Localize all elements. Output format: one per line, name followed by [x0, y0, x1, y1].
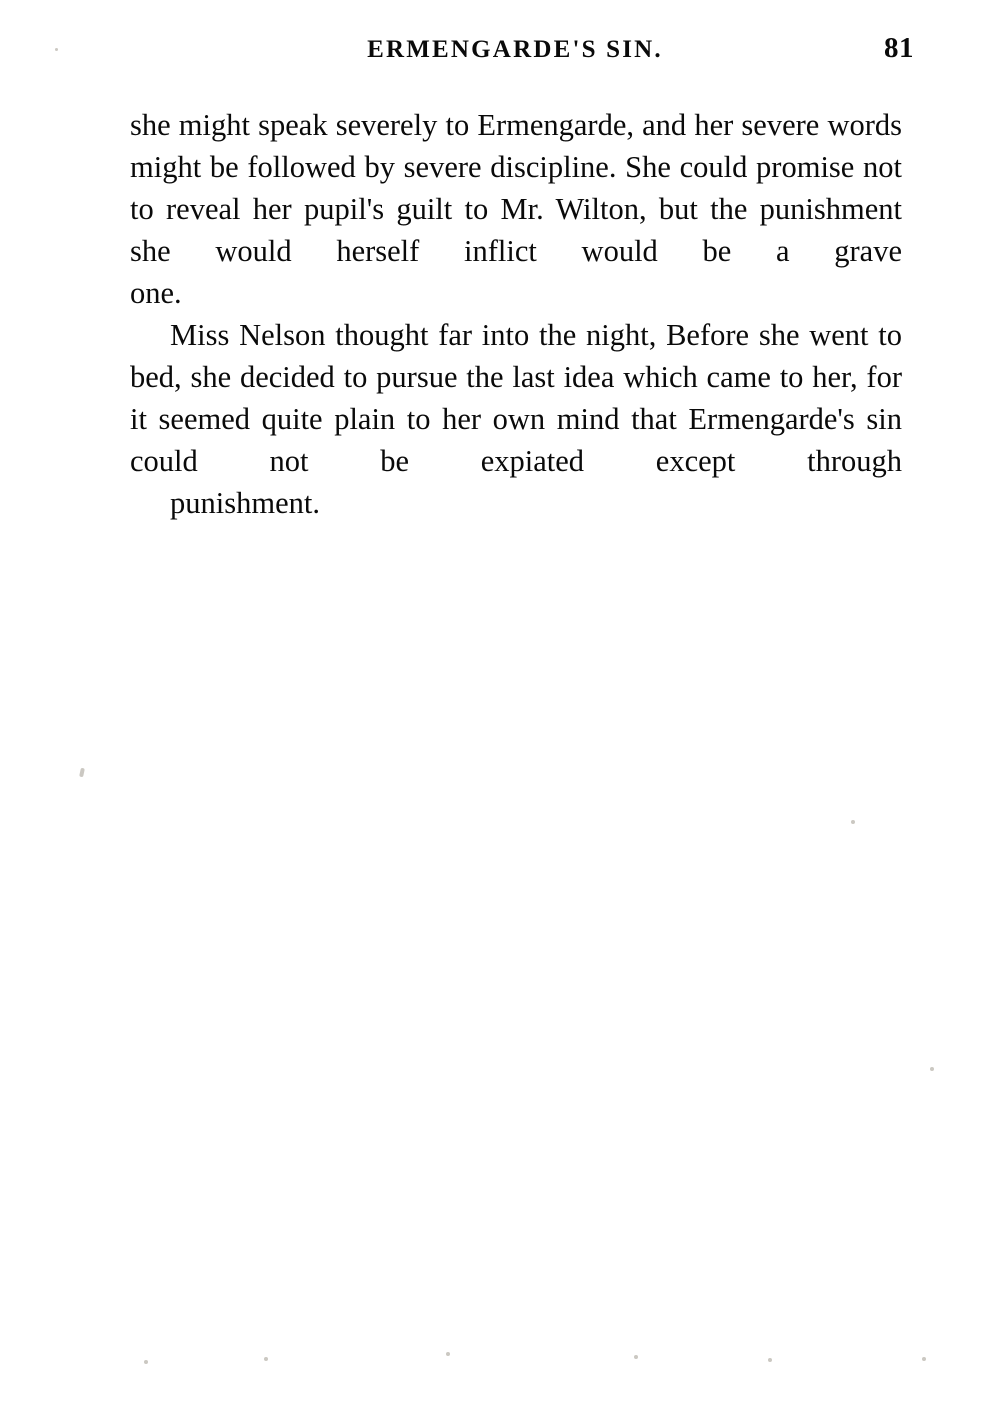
paragraph-1-last-line: one. — [130, 276, 182, 310]
paragraph-2-text: Miss Nelson thought far into the night, Before she went to bed, she decided to pursue the last idea which came to her, for it seemed quite plain to her own mind that Ermengarde's sin could not be expiated except through — [130, 318, 902, 478]
running-head-title: ERMENGARDE'S SIN. — [367, 36, 663, 63]
scan-speck — [55, 48, 58, 51]
paragraph-1 — [130, 104, 902, 314]
paragraph-1-text: she might speak severely to Ermengarde, and her severe words might be followed by severe discipline. She could promise not to reveal her pupil's guilt to Mr. Wilton, but the punishment she would herself inflict would be a grave — [130, 108, 902, 268]
scan-speck — [634, 1355, 638, 1359]
scan-speck — [144, 1360, 148, 1364]
scan-speck — [264, 1357, 268, 1361]
page-number: 81 — [884, 32, 914, 64]
paragraph-2-last-line: punishment. — [170, 486, 320, 520]
scan-speck — [768, 1358, 772, 1362]
paragraph-2 — [130, 314, 902, 524]
scan-speck — [851, 820, 855, 824]
scan-speck — [446, 1352, 450, 1356]
scan-speck — [930, 1067, 934, 1071]
body-text — [130, 104, 902, 524]
scan-speck — [922, 1357, 926, 1361]
scan-speck — [79, 768, 85, 778]
running-head — [130, 32, 914, 72]
